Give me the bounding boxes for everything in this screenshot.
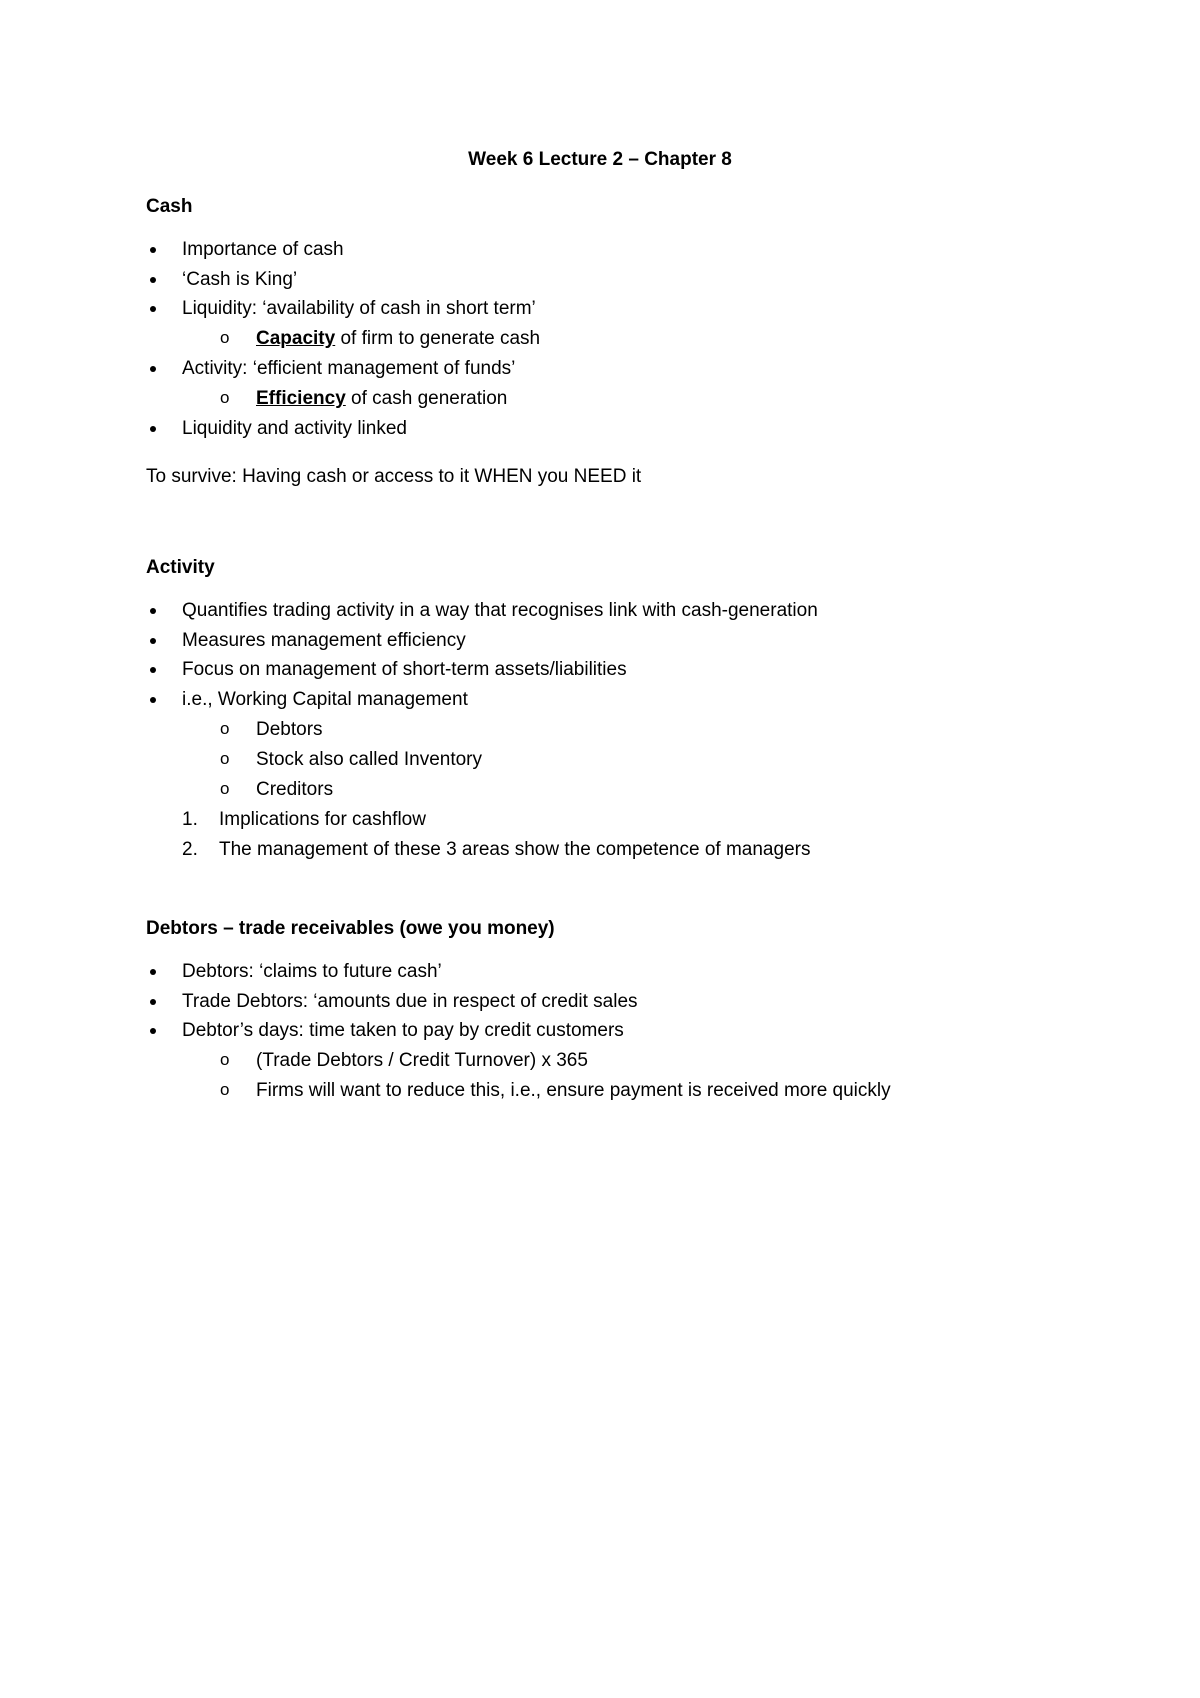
survive-statement: To survive: Having cash or access to it WHEN you NEED it xyxy=(146,466,642,487)
list-item: Liquidity: ‘availability of cash in short term’ xyxy=(182,298,536,319)
sub-bullet-icon: o xyxy=(220,749,230,768)
numbered-item: Implications for cashflow xyxy=(219,809,426,830)
section-heading-cash: Cash xyxy=(146,196,193,217)
sub-list-item-text: of cash generation xyxy=(345,388,508,409)
list-item: Trade Debtors: ‘amounts due in respect of credit sales xyxy=(182,991,638,1012)
section-heading-activity: Activity xyxy=(146,557,215,578)
bullet-icon xyxy=(150,697,156,703)
bullet-icon xyxy=(150,426,156,432)
list-number: 2. xyxy=(182,839,198,860)
list-item: Debtor’s days: time taken to pay by credit customers xyxy=(182,1020,624,1041)
sub-list-item: Firms will want to reduce this, i.e., ensure payment is received more quickly xyxy=(256,1080,891,1101)
sub-list-item: (Trade Debtors / Credit Turnover) x 365 xyxy=(256,1050,588,1071)
bullet-icon xyxy=(150,608,156,614)
bullet-icon xyxy=(150,306,156,312)
document-title: Week 6 Lecture 2 – Chapter 8 xyxy=(468,149,732,170)
sub-bullet-icon: o xyxy=(220,1080,230,1099)
list-number: 1. xyxy=(182,809,198,830)
sub-list-item-text: of firm to generate cash xyxy=(335,328,541,349)
bullet-icon xyxy=(150,999,156,1005)
sub-bullet-icon: o xyxy=(220,388,230,407)
list-item: Importance of cash xyxy=(182,239,344,260)
bullet-icon xyxy=(150,247,156,253)
bullet-icon xyxy=(150,969,156,975)
list-item: i.e., Working Capital management xyxy=(182,689,468,710)
list-item: Measures management efficiency xyxy=(182,630,466,651)
list-item: Debtors: ‘claims to future cash’ xyxy=(182,961,442,982)
emphasis-capacity: Capacity xyxy=(256,328,336,349)
bullet-icon xyxy=(150,366,156,372)
list-item: Focus on management of short-term assets/liabilities xyxy=(182,659,627,680)
emphasis-efficiency: Efficiency xyxy=(256,388,346,409)
list-item: Liquidity and activity linked xyxy=(182,418,407,439)
bullet-icon xyxy=(150,638,156,644)
sub-bullet-icon: o xyxy=(220,1050,230,1069)
sub-list-item xyxy=(256,327,540,351)
sub-bullet-icon: o xyxy=(220,328,230,347)
bullet-icon xyxy=(150,1028,156,1034)
bullet-icon xyxy=(150,277,156,283)
bullet-icon xyxy=(150,667,156,673)
sub-list-item: Stock also called Inventory xyxy=(256,749,483,770)
sub-bullet-icon: o xyxy=(220,779,230,798)
numbered-item: The management of these 3 areas show the competence of managers xyxy=(219,839,811,860)
sub-bullet-icon: o xyxy=(220,719,230,738)
list-item: Quantifies trading activity in a way that recognises link with cash-generation xyxy=(182,600,818,621)
sub-list-item: Creditors xyxy=(256,779,334,800)
sub-list-item xyxy=(256,387,507,411)
section-heading-debtors: Debtors – trade receivables (owe you money) xyxy=(146,918,555,939)
sub-list-item: Debtors xyxy=(256,719,323,740)
list-item: Activity: ‘efficient management of funds’ xyxy=(182,358,516,379)
list-item: ‘Cash is King’ xyxy=(182,269,298,290)
